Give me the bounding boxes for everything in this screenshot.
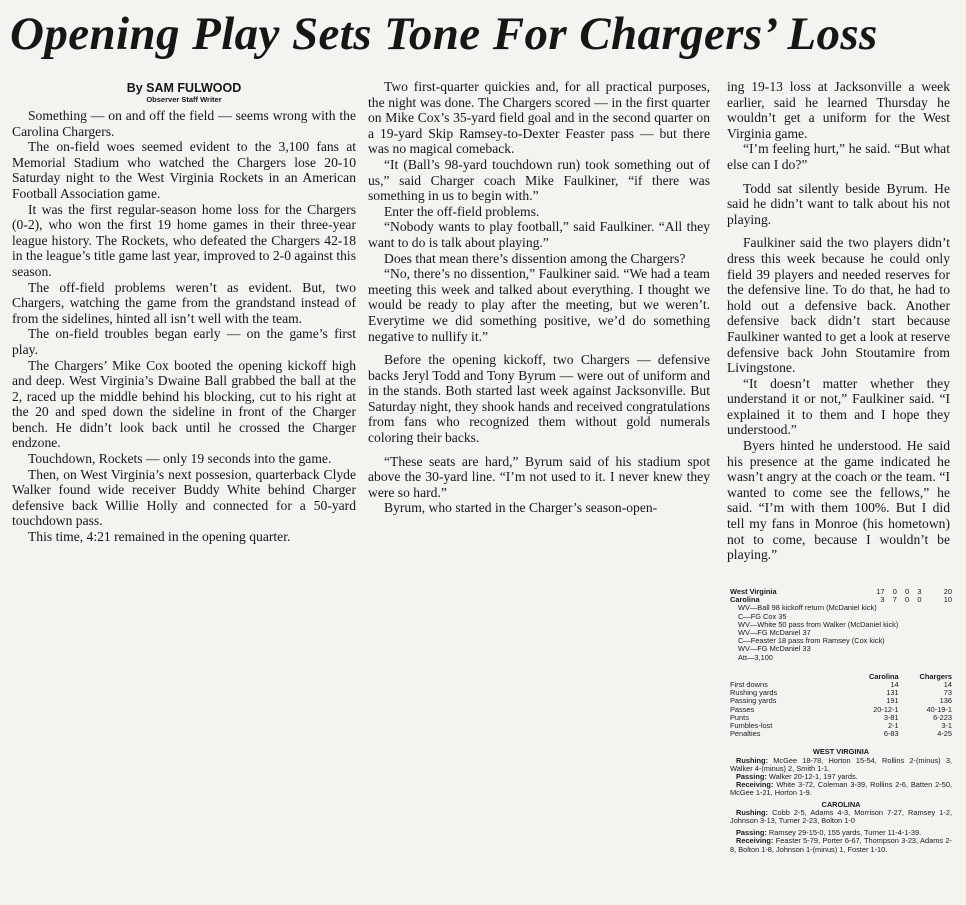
quarter-score: 0 (892, 587, 897, 596)
stat-value: 3-81 (883, 712, 899, 722)
byline-author: By SAM FULWOOD (126, 81, 242, 95)
paragraph: Todd sat silently beside Byrum. He said he didn’t want to talk about his not playing. (727, 180, 950, 227)
team-stat-row (730, 706, 952, 714)
stat-label: Penalties (730, 729, 761, 739)
paragraph: Enter the off-field problems. (384, 203, 540, 219)
stat-value: 136 (939, 696, 952, 706)
paragraph: “It (Ball’s 98-yard touchdown run) took something out of us,” said Charger coach Mike Faulkiner, “if there was something in us to begin with.” (368, 156, 710, 204)
scoring-play: C—Feaster 18 pass from Ramsey (Cox kick) (738, 636, 885, 646)
paragraph: Touchdown, Rockets — only 19 seconds into the game. (28, 451, 332, 467)
stat-value: 14 (890, 680, 899, 690)
stat-value: 131 (886, 688, 899, 698)
byline-title: Observer Staff Writer (146, 95, 222, 104)
paragraph: Byrum, who started in the Charger’s season-open- (384, 500, 658, 516)
paragraph: “No, there’s no dissention,” Faulkiner said. “We had a team meeting this week and talked about everything. I thought we would be ready to play after the meeting, but we weren’t. Everytime we did something positive, we’d do something negative to nullify it.” (368, 266, 710, 344)
final-score: 10 (943, 595, 952, 605)
team-stat-row (730, 697, 952, 705)
article-column-1 (12, 79, 356, 545)
box-score (730, 588, 952, 854)
paragraph: Before the opening kickoff, two Chargers — defensive backs Jeryl Todd and Tony Byrum — were out of uniform and in the stands. Both started last week against Jacksonville. But Saturday night, they shook hands and received congratulations from fans who recognized them without gold numerals coloring their backs. (368, 352, 710, 446)
team-stat-row (730, 730, 952, 738)
paragraph: Byers hinted he understood. He said his presence at the game indicated he wasn’t angry at the coach or the team. “I wanted to come see the fellows,” he said. “I’m with them 100%. But I did tell my fans in Monroe (his hometown) not to come, because I wouldn’t be playing.” (727, 438, 950, 563)
team-stat-row (730, 722, 952, 730)
quarter-score: 0 (905, 595, 910, 605)
quarter-score: 0 (905, 587, 910, 596)
stat-value: 6-223 (933, 712, 952, 722)
paragraph-continued: ing 19-13 loss at Jacksonville a week earlier, said he learned Thursday he wouldn’t get a uniform for the West Virginia game. (727, 79, 950, 141)
stat-value: 40-19-1 (926, 704, 952, 714)
paragraph: This time, 4:21 remained in the opening quarter. (28, 529, 291, 545)
final-score: 20 (943, 587, 952, 596)
stat-value: 2-1 (887, 721, 899, 731)
stat-value: 4-25 (937, 729, 952, 739)
individual-stat-line: Passing: Ramsey 29-15-0, 155 yards, Turner 11-4-1-39. (736, 828, 922, 838)
team-stats (730, 673, 952, 739)
stat-label: Fumbles-lost (730, 721, 773, 731)
stat-value: 73 (943, 688, 952, 698)
line-score (730, 588, 952, 604)
stat-label: Punts (730, 712, 749, 722)
stat-column-header: Chargers (919, 671, 952, 681)
quarter-score: 0 (917, 595, 922, 605)
paragraph: It was the first regular-season home loss for the Chargers (0-2), who won the first 19 home games in their three-year league history. The Rockets, who defeated the Chargers 42-18 in the league’s title game last year, improved to 2-0 against this season. (12, 201, 356, 279)
quarter-score: 17 (876, 587, 885, 596)
paragraph: “It doesn’t matter whether they understand it or not,” Faulkiner said. “I explained it to them and I hope they understood.” (727, 375, 950, 438)
stat-column-header: Carolina (869, 671, 899, 681)
paragraph: Two first-quarter quickies and, for all practical purposes, the night was done. The Chargers scored — in the first quarter on Mike Cox’s 35-yard field goal and in the second quarter on a 19-yard Skip Ramsey-to-Dexter Feaster pass — but there was no magical comeback. (368, 79, 710, 157)
stat-label: Passing yards (730, 696, 777, 706)
stat-label: Rushing yards (730, 688, 778, 698)
team-name: West Virginia (730, 587, 777, 596)
paragraph: The Chargers’ Mike Cox booted the opening kickoff high and deep. West Virginia’s Dwaine Ball grabbed the ball at the 2, raced up the middle behind his blocking, cut to his right at the 20 and sped down the sideline in front of the Charger bench. He didn’t look back until he crossed the Charger endzone. (12, 357, 356, 451)
paragraph: The off-field problems weren’t as evident. But, two Chargers, watching the game from the grandstand instead of from the sidelines, hinted all isn’t well with the team. (12, 279, 356, 326)
paragraph: Faulkiner said the two players didn’t dress this week because he could only field 39 players and needed reserves for the defensive line. To do that, he had to hold out a defensive back. Another defensive back didn’t start because Faulkiner wanted to get a look at reserve defensive back John Stoutamire from Livingstone. (727, 235, 950, 376)
paragraph: “Nobody wants to play football,” said Faulkiner. “All they want to do is talk about playing.” (368, 219, 710, 250)
individual-team-heading: CAROLINA (821, 799, 861, 809)
paragraph: Something — on and off the field — seems wrong with the Carolina Chargers. (12, 108, 356, 139)
stat-value: 191 (886, 696, 899, 706)
individual-stat-line: Rushing: McGee 18-78, Horton 15-54, Rollins 2-(minus) 3, Walker 4-(minus) 2, Smith 1-1. (730, 755, 952, 773)
individual-team-heading: WEST VIRGINIA (812, 747, 870, 757)
scoring-play: WV—Ball 98 kickoff return (McDaniel kick) (738, 603, 877, 613)
quarter-score: 3 (880, 595, 885, 605)
paragraph: “I’m feeling hurt,” he said. “But what else can I do?” (727, 141, 950, 172)
article-column-2 (368, 79, 710, 516)
stat-value: 6-83 (883, 729, 899, 739)
stat-value: 20-12-1 (873, 704, 899, 714)
paragraph: “These seats are hard,” Byrum said of his stadium spot above the 30-yard line. “I’m not used to it. I never knew they were so hard.” (368, 453, 710, 500)
scoring-play: WV—White 50 pass from Walker (McDaniel kick) (738, 619, 899, 629)
headline: Opening Play Sets Tone For Chargers’ Loss (10, 8, 878, 60)
individual-stat-line: Rushing: Cobb 2-5, Adams 4-3, Morrison 7-27, Ramsey 1-2, Johnson 3-13, Turner 2-23, Bolton 1-0 (730, 807, 952, 826)
stat-label: Passes (730, 704, 755, 714)
article-column-3 (727, 79, 950, 563)
individual-stat-line: Receiving: White 3-72, Coleman 3-39, Rollins 2-6, Batten 2-50, McGee 1-21, Horton 1-9. (730, 780, 952, 798)
scoring-play: C—FG Cox 35 (738, 611, 787, 621)
quarter-score: 3 (917, 587, 922, 596)
paragraph: The on-field troubles began early — on the game’s first play. (12, 326, 356, 357)
quarter-score: 7 (892, 595, 897, 605)
individual-stat-line: Receiving: Feaster 5-79, Porter 6-67, Thompson 3-23, Adams 2-8, Bolton 1-8, Johnson 1-(minus) 1, Foster 1-10. (730, 836, 952, 854)
team-name: Carolina (730, 595, 760, 605)
individual-stat-line: Passing: Walker 20-12-1, 197 yards. (736, 772, 858, 782)
stat-label: First downs (730, 680, 768, 690)
stat-value: 3-1 (941, 721, 952, 731)
paragraph: Does that mean there’s dissention among the Chargers? (384, 250, 686, 266)
scoring-summary (730, 604, 952, 661)
paragraph: The on-field woes seemed evident to the 3,100 fans at Memorial Stadium who watched the Chargers lose 20-10 Saturday night to the West Virginia Rockets in an American Football Association game. (12, 139, 356, 201)
scoring-play: WV—FG McDaniel 37 (738, 628, 811, 638)
paragraph: Then, on West Virginia’s next possesion, quarterback Clyde Walker found wide receiver Buddy White behind Charger defensive back Willie Holly and connected for a 50-yard touchdown pass. (12, 466, 356, 529)
attendance: Att—3,100 (738, 652, 773, 662)
scoring-play: WV—FG McDaniel 33 (738, 644, 811, 654)
stat-value: 14 (943, 680, 952, 690)
